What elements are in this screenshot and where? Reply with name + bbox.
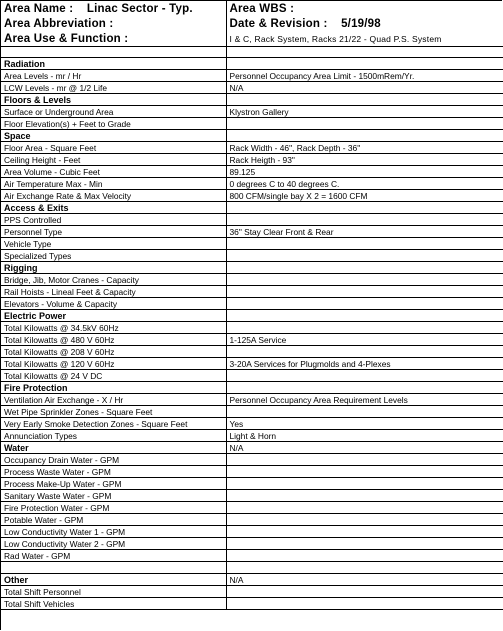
- section-title: Electric Power: [1, 310, 226, 322]
- table-row: [1, 274, 503, 286]
- table-row: [1, 430, 503, 442]
- row-label: Ceiling Height - Feet: [1, 154, 226, 166]
- row-value: [226, 202, 503, 214]
- row-value: Personnel Occupancy Area Limit - 1500mRem/Yr.: [226, 70, 503, 82]
- section-title: Space: [1, 130, 226, 142]
- row-value: [226, 586, 503, 598]
- row-value: [226, 466, 503, 478]
- row-label: Total Kilowatts @ 24 V DC: [1, 370, 226, 382]
- row-label: Area Levels - mr / Hr: [1, 70, 226, 82]
- row-value: [226, 346, 503, 358]
- row-label: Process Make-Up Water - GPM: [1, 478, 226, 490]
- row-value: [226, 490, 503, 502]
- row-value: Personnel Occupancy Area Requirement Levels: [226, 394, 503, 406]
- row-value: [226, 454, 503, 466]
- table-row: [1, 70, 503, 82]
- row-value: 1-125A Service: [226, 334, 503, 346]
- header-row-use: [1, 31, 503, 47]
- row-label: Personnel Type: [1, 226, 226, 238]
- row-value: 36" Stay Clear Front & Rear: [226, 226, 503, 238]
- row-label: Total Kilowatts @ 120 V 60Hz: [1, 358, 226, 370]
- table-row: [1, 490, 503, 502]
- row-label: Specialized Types: [1, 250, 226, 262]
- row-value: [226, 526, 503, 538]
- table-row: [1, 118, 503, 130]
- date-revision-value: 5/19/98: [341, 17, 381, 30]
- row-value: [226, 118, 503, 130]
- row-label: Floor Area - Square Feet: [1, 142, 226, 154]
- section-header-row: [1, 442, 503, 454]
- table-row: [1, 358, 503, 370]
- table-row: [1, 502, 503, 514]
- row-value: N/A: [226, 574, 503, 586]
- table-row: [1, 346, 503, 358]
- header-row-abbrev: [1, 16, 503, 31]
- section-header-row: [1, 262, 503, 274]
- date-revision-label: Date & Revision :: [229, 17, 328, 30]
- section-title: Floors & Levels: [1, 94, 226, 106]
- area-use-cell: [1, 31, 226, 47]
- section-header-row: [1, 202, 503, 214]
- row-label: Vehicle Type: [1, 238, 226, 250]
- row-value: 89.125: [226, 166, 503, 178]
- row-label: Surface or Underground Area: [1, 106, 226, 118]
- table-row: [1, 286, 503, 298]
- table-row: [1, 514, 503, 526]
- area-name-label: Area Name :: [4, 2, 74, 15]
- table-row: [1, 370, 503, 382]
- table-row: [1, 562, 503, 574]
- area-use-value: I & C, Rack System, Racks 21/22 - Quad P.S. System: [226, 31, 503, 47]
- section-title: Access & Exits: [1, 202, 226, 214]
- table-row: [1, 214, 503, 226]
- row-value: [226, 310, 503, 322]
- row-value: Rack Heigth - 93": [226, 154, 503, 166]
- row-value: [226, 274, 503, 286]
- row-label: Wet Pipe Sprinkler Zones - Square Feet: [1, 406, 226, 418]
- area-use-label: Area Use & Function :: [4, 32, 129, 45]
- table-row: [1, 322, 503, 334]
- area-sheet-table: [1, 1, 503, 610]
- row-label: Bridge, Jib, Motor Cranes - Capacity: [1, 274, 226, 286]
- row-value: [226, 478, 503, 490]
- row-label: Floor Elevation(s) + Feet to Grade: [1, 118, 226, 130]
- row-label: Air Temperature Max - Min: [1, 178, 226, 190]
- section-header-row: [1, 130, 503, 142]
- row-label: Potable Water - GPM: [1, 514, 226, 526]
- area-abbrev-label: Area Abbreviation :: [4, 17, 114, 30]
- area-abbrev-cell: [1, 16, 226, 31]
- section-title: Rigging: [1, 262, 226, 274]
- area-wbs-label: Area WBS :: [229, 2, 295, 15]
- section-header-row: [1, 574, 503, 586]
- table-row: [1, 334, 503, 346]
- row-label: Rad Water - GPM: [1, 550, 226, 562]
- row-value: [226, 502, 503, 514]
- row-value: N/A: [226, 82, 503, 94]
- row-value: [226, 514, 503, 526]
- row-value: [226, 382, 503, 394]
- table-row: [1, 466, 503, 478]
- row-value: [226, 214, 503, 226]
- row-value: N/A: [226, 442, 503, 454]
- table-row: [1, 106, 503, 118]
- row-label: Low Conductivity Water 2 - GPM: [1, 538, 226, 550]
- section-title: Radiation: [1, 58, 226, 70]
- spacer-row: [1, 47, 503, 58]
- section-header-row: [1, 94, 503, 106]
- row-label: Ventilation Air Exchange - X / Hr: [1, 394, 226, 406]
- row-value: [226, 406, 503, 418]
- row-value: [226, 262, 503, 274]
- row-label: LCW Levels - mr @ 1/2 Life: [1, 82, 226, 94]
- row-value: [226, 58, 503, 70]
- row-value: [226, 298, 503, 310]
- row-value: [226, 370, 503, 382]
- row-label: Total Shift Personnel: [1, 586, 226, 598]
- row-value: [226, 250, 503, 262]
- area-name-value: Linac Sector - Typ.: [86, 2, 193, 15]
- table-row: [1, 454, 503, 466]
- row-label: Low Conductivity Water 1 - GPM: [1, 526, 226, 538]
- row-label: Elevators - Volume & Capacity: [1, 298, 226, 310]
- section-title: Water: [1, 442, 226, 454]
- section-header-row: [1, 310, 503, 322]
- table-row: [1, 586, 503, 598]
- row-label: Rail Hoists - Lineal Feet & Capacity: [1, 286, 226, 298]
- row-label: Occupancy Drain Water - GPM: [1, 454, 226, 466]
- row-label: Total Kilowatts @ 480 V 60Hz: [1, 334, 226, 346]
- row-value: [226, 238, 503, 250]
- area-name-cell: [1, 1, 226, 16]
- row-value: Rack Width - 46", Rack Depth - 36": [226, 142, 503, 154]
- row-label: Fire Protection Water - GPM: [1, 502, 226, 514]
- table-row: [1, 526, 503, 538]
- section-header-row: [1, 382, 503, 394]
- row-value: Klystron Gallery: [226, 106, 503, 118]
- row-value: [226, 598, 503, 610]
- row-value: Yes: [226, 418, 503, 430]
- row-value: [226, 286, 503, 298]
- row-label: Area Volume - Cubic Feet: [1, 166, 226, 178]
- table-row: [1, 154, 503, 166]
- table-row: [1, 550, 503, 562]
- row-value: [226, 550, 503, 562]
- row-value: [226, 94, 503, 106]
- row-value: [226, 538, 503, 550]
- table-row: [1, 226, 503, 238]
- table-row: [1, 142, 503, 154]
- row-value: [226, 130, 503, 142]
- row-label: Total Kilowatts @ 208 V 60Hz: [1, 346, 226, 358]
- row-label: Process Waste Water - GPM: [1, 466, 226, 478]
- table-row: [1, 238, 503, 250]
- table-row: [1, 598, 503, 610]
- row-label: Total Kilowatts @ 34.5kV 60Hz: [1, 322, 226, 334]
- row-label: Annunciation Types: [1, 430, 226, 442]
- table-row: [1, 298, 503, 310]
- area-wbs-cell: [226, 1, 503, 16]
- section-title: Fire Protection: [1, 382, 226, 394]
- row-value: [226, 562, 503, 574]
- table-row: [1, 418, 503, 430]
- row-value: 3-20A Services for Plugmolds and 4-Plexes: [226, 358, 503, 370]
- row-label: Very Early Smoke Detection Zones - Square Feet: [1, 418, 226, 430]
- row-value: [226, 322, 503, 334]
- table-row: [1, 166, 503, 178]
- section-title: Other: [1, 574, 226, 586]
- row-label: Total Shift Vehicles: [1, 598, 226, 610]
- row-label: Sanitary Waste Water - GPM: [1, 490, 226, 502]
- table-row: [1, 190, 503, 202]
- row-value: 800 CFM/single bay X 2 = 1600 CFM: [226, 190, 503, 202]
- table-row: [1, 478, 503, 490]
- row-value: Light & Horn: [226, 430, 503, 442]
- row-value: 0 degrees C to 40 degrees C.: [226, 178, 503, 190]
- date-revision-cell: [226, 16, 503, 31]
- section-header-row: [1, 58, 503, 70]
- row-label: Air Exchange Rate & Max Velocity: [1, 190, 226, 202]
- table-row: [1, 538, 503, 550]
- row-label: [1, 562, 226, 574]
- table-row: [1, 394, 503, 406]
- row-label: PPS Controlled: [1, 214, 226, 226]
- table-row: [1, 82, 503, 94]
- table-row: [1, 178, 503, 190]
- table-row: [1, 406, 503, 418]
- header-row-name: [1, 1, 503, 16]
- table-row: [1, 250, 503, 262]
